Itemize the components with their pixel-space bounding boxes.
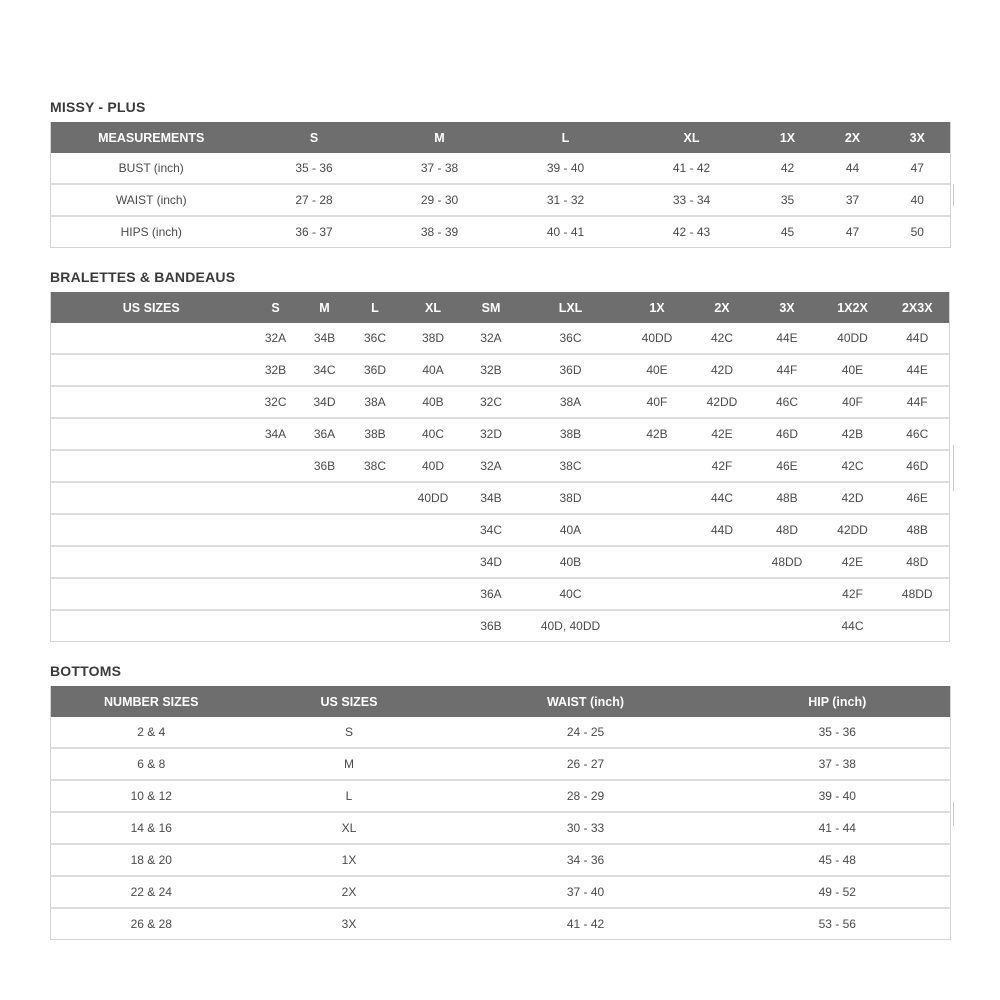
table-cell: 39 - 40 [725,780,951,812]
table-cell: 48B [755,482,820,514]
table-cell: 36 - 37 [252,216,377,248]
table-cell: 36A [466,578,517,610]
table-cell: L [252,780,447,812]
table-cell [300,610,350,642]
table-cell [252,482,300,514]
table-cell: 48DD [886,578,950,610]
table-row [51,216,951,248]
column-header: L [350,292,401,323]
table-row [51,610,950,642]
table-cell [401,578,466,610]
table-cell: 46C [755,386,820,418]
table-cell: 32A [480,331,502,345]
table-cell [625,514,690,546]
table-cell: 41 - 42 [672,161,711,175]
table-cell: 34D [466,546,517,578]
table-row [51,812,951,844]
table-cell: WAIST (inch) [51,184,252,216]
table-cell: 36A [300,418,350,450]
column-header: US SIZES [252,686,447,717]
table-cell [625,450,690,482]
table-row [51,578,950,610]
table-cell: 42DD [820,514,886,546]
table-cell: 46C [886,418,950,450]
table-cell: 44 [845,161,860,175]
table-cell: 38A [350,386,401,418]
bottoms-title: BOTTOMS [50,663,122,679]
table-cell: 40C [517,578,625,610]
table-header-row [51,122,951,153]
column-header: HIP (inch) [725,686,951,717]
table-cell [755,578,820,610]
table-row [51,908,951,940]
table-cell: HIPS (inch) [51,216,252,248]
table-cell: 53 - 56 [725,908,951,940]
column-header: MEASUREMENTS [51,122,252,153]
table-cell: 42 - 43 [629,216,755,248]
table-cell [350,482,401,514]
table-cell: 14 & 16 [51,812,252,844]
table-cell: 40A [517,514,625,546]
column-header: LXL [517,292,625,323]
column-header: 3X [885,122,951,153]
table-cell: 37 - 40 [447,876,725,908]
table-cell [300,482,350,514]
table-cell: 42F [820,578,886,610]
table-header-row [51,292,950,323]
table-row [51,546,950,578]
table-cell: 44E [776,331,798,345]
table-cell [300,546,350,578]
table-cell: 40E [625,354,690,386]
table-row [51,482,950,514]
table-cell: 2X [252,876,447,908]
column-header: 3X [755,292,820,323]
table-cell [51,578,252,610]
column-header: 2X3X [886,292,950,323]
table-cell: 42B [625,418,690,450]
table-cell: 46E [755,450,820,482]
table-cell: 45 - 48 [725,844,951,876]
table-cell [625,610,690,642]
table-cell: 48D [886,546,950,578]
edge-mark [953,184,954,206]
table-cell: 42B [820,418,886,450]
table-cell: 35 - 36 [295,161,333,175]
table-cell: M [252,748,447,780]
column-header: 1X [755,122,821,153]
table-row [51,418,950,450]
table-cell [51,418,252,450]
table-cell [51,482,252,514]
table-cell [252,450,300,482]
table-row [51,354,950,386]
table-cell: 44F [755,354,820,386]
table-row [51,323,950,354]
table-cell: 47 [821,216,885,248]
table-cell: 31 - 32 [503,184,629,216]
table-cell: 32C [466,386,517,418]
table-cell: 48D [755,514,820,546]
table-cell: 42C [710,331,733,345]
table-cell: 42E [820,546,886,578]
table-cell: 42 [780,161,795,175]
table-cell: 40F [625,386,690,418]
table-cell: 2 & 4 [137,725,166,739]
table-cell [690,578,755,610]
table-cell: 48DD [755,546,820,578]
table-cell: 6 & 8 [51,748,252,780]
table-cell: 3X [252,908,447,940]
table-cell: 40A [401,354,466,386]
table-cell: 27 - 28 [252,184,377,216]
table-cell: 39 - 40 [546,161,585,175]
table-cell: 44E [886,354,950,386]
table-row [51,844,951,876]
table-cell: 37 [821,184,885,216]
table-cell: 32A [264,331,287,345]
table-cell: 44D [906,331,929,345]
table-cell: 40F [820,386,886,418]
table-cell: 50 [885,216,951,248]
table-cell: 32A [466,450,517,482]
table-cell: 32C [252,386,300,418]
column-header: S [252,122,377,153]
table-cell: 49 - 52 [725,876,951,908]
table-cell: 40DD [401,482,466,514]
table-row [51,450,950,482]
column-header: US SIZES [51,292,252,323]
edge-mark [953,445,954,491]
table-cell: 42F [690,450,755,482]
table-cell [350,514,401,546]
column-header: M [377,122,503,153]
table-cell: 40DD [641,331,673,345]
table-row [51,153,951,184]
column-header: 1X [625,292,690,323]
bralettes-bandeaus-table [50,292,950,642]
table-cell [350,546,401,578]
table-cell: 42D [820,482,886,514]
table-cell [625,546,690,578]
table-cell: 38C [350,450,401,482]
column-header: 1X2X [820,292,886,323]
table-cell: 40B [401,386,466,418]
table-cell: 40E [820,354,886,386]
table-cell [51,514,252,546]
table-cell: 28 - 29 [447,780,725,812]
table-cell: 42DD [690,386,755,418]
table-cell: 33 - 34 [629,184,755,216]
table-cell: 36D [517,354,625,386]
table-cell: 40B [517,546,625,578]
table-cell [886,610,950,642]
table-cell: 34C [300,354,350,386]
table-cell: 32D [466,418,517,450]
table-cell [51,323,252,354]
table-cell: 40 [885,184,951,216]
table-cell: 36B [300,450,350,482]
table-cell [300,578,350,610]
table-cell: 32B [252,354,300,386]
table-cell: 34 - 36 [447,844,725,876]
table-cell: 32B [466,354,517,386]
table-cell: 30 - 33 [447,812,725,844]
column-header: XL [401,292,466,323]
table-row [51,780,951,812]
table-cell: 36D [350,354,401,386]
table-cell [51,610,252,642]
table-cell: 40D [401,450,466,482]
table-row [51,717,951,748]
table-cell [252,610,300,642]
table-cell: 40D, 40DD [517,610,625,642]
table-cell: 18 & 20 [51,844,252,876]
column-header: S [252,292,300,323]
table-row [51,184,951,216]
bottoms-table [50,686,951,940]
table-cell: 34C [466,514,517,546]
table-row [51,514,950,546]
table-cell: 35 [755,184,821,216]
column-header: 2X [690,292,755,323]
table-cell: 34B [466,482,517,514]
table-cell: 42C [820,450,886,482]
table-cell: 36C [559,331,582,345]
table-cell [51,386,252,418]
table-cell [350,578,401,610]
table-cell [625,578,690,610]
table-cell: BUST (inch) [118,161,184,175]
table-cell: 37 - 38 [725,748,951,780]
table-cell: 22 & 24 [51,876,252,908]
table-cell: 26 & 28 [51,908,252,940]
missy-plus-title: MISSY - PLUS [50,99,146,115]
table-cell: 38B [517,418,625,450]
bralettes-bandeaus-title: BRALETTES & BANDEAUS [50,269,236,285]
table-cell [51,546,252,578]
table-cell: 46E [886,482,950,514]
table-cell [252,546,300,578]
table-cell [690,546,755,578]
table-cell: 38B [350,418,401,450]
column-header: SM [466,292,517,323]
column-header: L [503,122,629,153]
table-cell: 34D [300,386,350,418]
table-cell [252,578,300,610]
table-cell: 40 - 41 [503,216,629,248]
table-cell: 38A [517,386,625,418]
table-header-row [51,686,951,717]
table-cell: 38D [421,331,444,345]
table-cell: 34A [252,418,300,450]
table-cell: 26 - 27 [447,748,725,780]
column-header: NUMBER SIZES [51,686,252,717]
column-header: WAIST (inch) [447,686,725,717]
column-header: XL [629,122,755,153]
table-cell: 44C [820,610,886,642]
table-cell: 48B [886,514,950,546]
table-cell: 38 - 39 [377,216,503,248]
table-cell: 34B [313,331,336,345]
table-cell [401,514,466,546]
table-cell: 46D [755,418,820,450]
table-cell [401,610,466,642]
table-cell: 44F [886,386,950,418]
table-cell: 40DD [837,331,868,345]
table-cell: 46D [886,450,950,482]
table-cell: 36B [466,610,517,642]
table-cell: 42D [690,354,755,386]
table-cell [300,514,350,546]
table-cell: 10 & 12 [51,780,252,812]
table-cell: 38D [517,482,625,514]
table-cell [625,482,690,514]
table-cell: 44D [690,514,755,546]
table-cell: 36C [363,331,386,345]
table-cell [252,514,300,546]
table-cell: 45 [755,216,821,248]
table-cell: XL [252,812,447,844]
missy-plus-table [50,122,951,248]
table-row [51,876,951,908]
table-cell [51,354,252,386]
table-row [51,386,950,418]
table-cell [755,610,820,642]
table-cell [51,450,252,482]
table-cell: 40C [401,418,466,450]
table-cell [401,546,466,578]
table-cell: S [344,725,353,739]
table-cell: 38C [517,450,625,482]
table-cell: 42E [690,418,755,450]
table-cell: 29 - 30 [377,184,503,216]
table-cell [690,610,755,642]
edge-mark [953,802,954,826]
column-header: M [300,292,350,323]
table-cell: 35 - 36 [818,725,856,739]
table-cell: 24 - 25 [566,725,605,739]
table-cell: 1X [252,844,447,876]
column-header: 2X [821,122,885,153]
table-cell [350,610,401,642]
table-cell: 41 - 42 [447,908,725,940]
table-cell: 41 - 44 [725,812,951,844]
table-cell: 44C [690,482,755,514]
table-row [51,748,951,780]
table-cell: 37 - 38 [420,161,459,175]
table-cell: 47 [910,161,924,175]
